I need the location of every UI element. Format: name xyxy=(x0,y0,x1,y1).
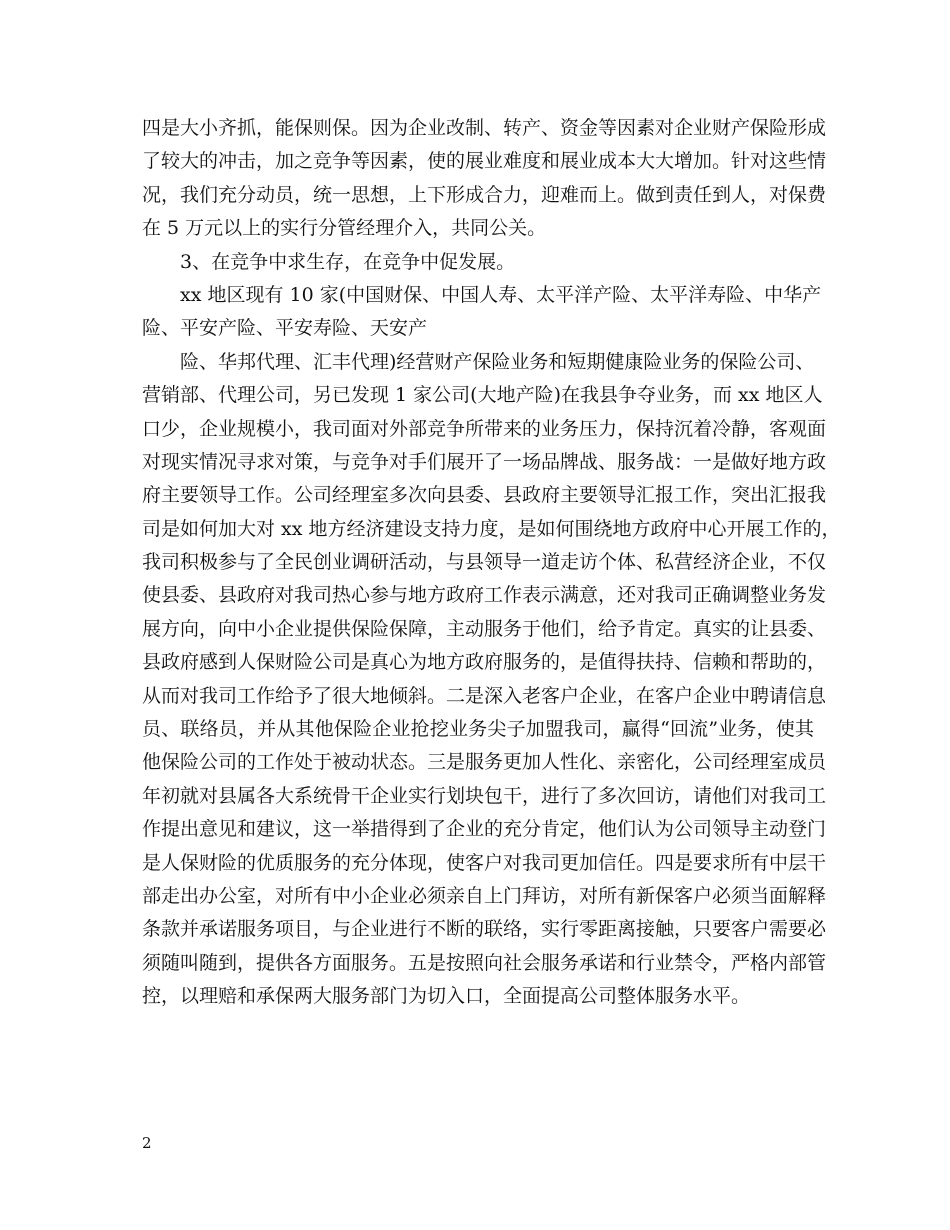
text-line: 从而对我司工作给予了很大地倾斜。二是深入老客户企业，在客户企业中聘请信息 xyxy=(142,684,827,707)
text-line: 府主要领导工作。公司经理室多次向县委、县政府主要领导汇报工作，突出汇报我 xyxy=(142,484,827,507)
text-line: 员、联络员，并从其他保险企业抢挖业务尖子加盟我司，赢得“回流”业务，使其 xyxy=(142,718,814,741)
text-line: 司是如何加大对 xx 地方经济建设支持力度，是如何围绕地方政府中心开展工作的， xyxy=(142,517,841,540)
text-line: 县政府感到人保财险公司是真心为地方政府服务的，是值得扶持、信赖和帮助的， xyxy=(142,651,827,674)
text-line: 况，我们充分动员，统一思想，上下形成合力，迎难而上。做到责任到人，对保费 xyxy=(142,183,827,206)
text-line: 展方向，向中小企业提供保险保障，主动服务于他们，给予肯定。真实的让县委、 xyxy=(142,617,827,640)
text-line: 我司积极参与了全民创业调研活动，与县领导一道走访个体、私营经济企业，不仅 xyxy=(142,551,827,574)
text-line: 他保险公司的工作处于被动状态。三是服务更加人性化、亲密化，公司经理室成员 xyxy=(142,751,827,774)
text-line: 使县委、县政府对我司热心参与地方政府工作表示满意，还对我司正确调整业务发 xyxy=(142,584,827,607)
text-line: 对现实情况寻求对策，与竞争对手们展开了一场品牌战、服务战：一是做好地方政 xyxy=(142,450,827,473)
text-line: 作提出意见和建议，这一举措得到了企业的充分肯定，他们认为公司领导主动登门 xyxy=(142,818,827,841)
text-line: 在 5 万元以上的实行分管经理介入，共同公关。 xyxy=(142,217,547,240)
text-line: 是人保财险的优质服务的充分体现，使客户对我司更加信任。四是要求所有中层干 xyxy=(142,851,827,874)
body-text xyxy=(142,112,841,1014)
text-line: 了较大的冲击，加之竞争等因素，使的展业难度和展业成本大大增加。针对这些情 xyxy=(142,150,827,173)
text-line: 口少，企业规模小，我司面对外部竞争所带来的业务压力，保持沉着冷静，客观面 xyxy=(142,417,827,440)
section-heading: 3、在竞争中求生存，在竞争中促发展。 xyxy=(180,250,516,273)
text-line: 部走出办公室，对所有中小企业必须亲自上门拜访，对所有新保客户必须当面解释 xyxy=(142,884,827,907)
text-line: 控，以理赔和承保两大服务部门为切入口，全面提高公司整体服务水平。 xyxy=(142,985,751,1008)
text-line: 险、平安产险、平安寿险、天安产 xyxy=(142,317,428,340)
text-line: 年初就对县属各大系统骨干企业实行划块包干，进行了多次回访，请他们对我司工 xyxy=(142,784,827,807)
text-line: 条款并承诺服务项目，与企业进行不断的联络，实行零距离接触，只要客户需要必 xyxy=(142,918,827,941)
text-line: 营销部、代理公司，另已发现 1 家公司(大地产险)在我县争夺业务，而 xx 地区人 xyxy=(142,384,823,407)
text-line: xx 地区现有 10 家(中国财保、中国人寿、太平洋产险、太平洋寿险、中华产 xyxy=(180,283,822,306)
text-line: 四是大小齐抓，能保则保。因为企业改制、转产、资金等因素对企业财产保险形成 xyxy=(142,117,827,139)
text-line: 险、华邦代理、汇丰代理)经营财产保险业务和短期健康险业务的保险公司、 xyxy=(180,350,815,373)
page-number: 2 xyxy=(142,1134,152,1152)
text-line: 须随叫随到，提供各方面服务。五是按照向社会服务承诺和行业禁令，严格内部管 xyxy=(142,951,827,974)
